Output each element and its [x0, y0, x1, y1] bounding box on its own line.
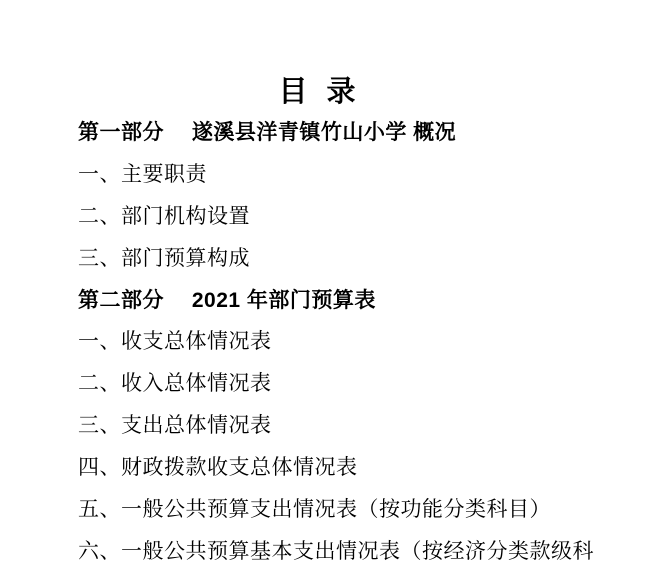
toc-section-part2: 第二部分 2021 年部门预算表 [78, 288, 376, 312]
toc-item-main-duties: 一、主要职责 [78, 162, 207, 186]
toc-title: 目 录 [278, 76, 357, 108]
toc-item-revenue-overview-table: 二、收入总体情况表 [78, 372, 272, 396]
toc-section-part1: 第一部分 遂溪县洋青镇竹山小学 概况 [78, 120, 457, 144]
toc-item-fiscal-appropriation-overview-table: 四、财政拨款收支总体情况表 [78, 456, 358, 480]
table-of-contents [0, 110, 651, 571]
toc-item-revenue-expenditure-overview-table: 一、收支总体情况表 [78, 330, 272, 354]
toc-item-budget-composition: 三、部门预算构成 [78, 246, 250, 270]
toc-item-org-structure: 二、部门机构设置 [78, 204, 250, 228]
toc-item-general-public-budget-basic-expenditure-table: 六、一般公共预算基本支出情况表（按经济分类款级科 [78, 539, 594, 563]
toc-item-general-public-budget-expenditure-table: 五、一般公共预算支出情况表（按功能分类科目） [78, 497, 551, 521]
toc-item-expenditure-overview-table: 三、支出总体情况表 [78, 414, 272, 438]
